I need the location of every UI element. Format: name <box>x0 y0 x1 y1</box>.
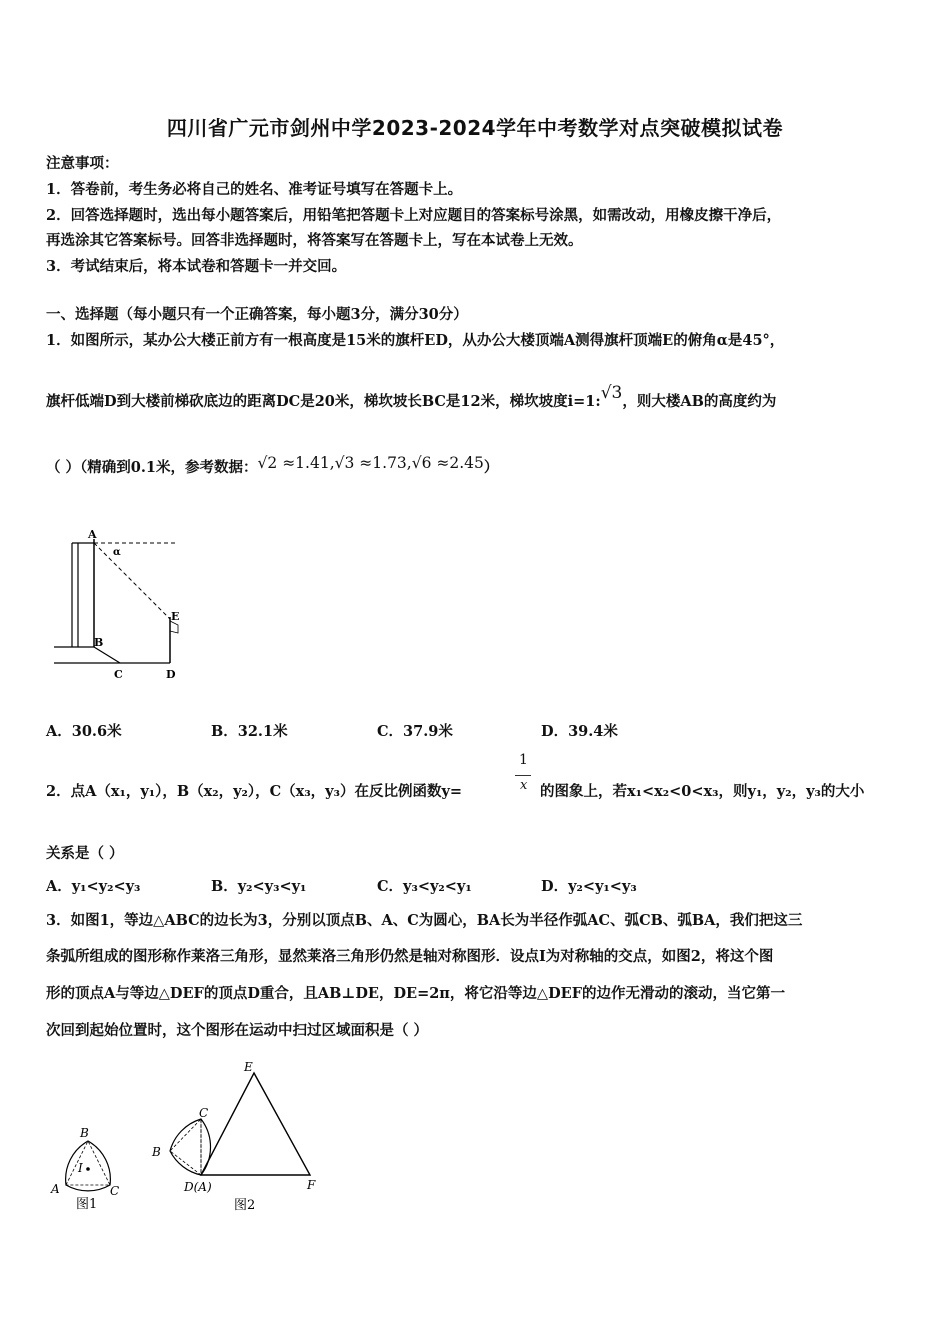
q1-label-alpha: α <box>113 547 121 558</box>
q3-fig1-label-C: C <box>110 1184 120 1198</box>
q3-line-2: 条弧所组成的图形称作莱洛三角形，显然莱洛三角形仍然是轴对称图形．设点I为对称轴的交点，如图2，将这个图 <box>46 948 774 965</box>
notice-item-2: 2．回答选择题时，选出每小题答案后，用铅笔把答题卡上对应题目的答案标号涂黑，如需改动，用橡皮擦干净后， <box>46 207 782 224</box>
q3-fig2-label-B: B <box>152 1145 161 1159</box>
q1-label-D: D <box>166 668 176 681</box>
notice-item-2-cont: 再选涂其它答案标号。回答非选择题时，将答案写在答题卡上，写在本试卷上无效。 <box>46 232 583 249</box>
q3-figures <box>46 1055 326 1217</box>
q2-option-a[interactable]: A．y₁<y₂<y₃ <box>46 878 141 895</box>
q1-label-B: B <box>94 636 104 649</box>
q1-option-a[interactable]: A．30.6米 <box>46 723 122 740</box>
q1-label-E: E <box>171 610 180 623</box>
q2-option-d[interactable]: D．y₂<y₁<y₃ <box>541 878 637 895</box>
q3-line-3: 形的顶点A与等边△DEF的顶点D重合，且AB⊥DE，DE=2π，将它沿等边△DEF的边作无滑动的滚动，当它第一 <box>46 985 785 1002</box>
q2-frac-num: 1 <box>519 752 528 768</box>
q3-figure-1 <box>50 1126 119 1212</box>
q3-fig2-caption: 图2 <box>234 1198 256 1213</box>
q3-fig1-label-I: I <box>78 1161 83 1175</box>
q3-fig2-label-F: F <box>307 1178 316 1192</box>
q3-fig2-label-E: E <box>244 1060 253 1074</box>
q1-figure <box>50 525 190 685</box>
q2-frac-den: x <box>520 778 528 793</box>
q1-label-A: A <box>88 528 97 541</box>
q2-line-1b: 的图象上，若x₁<x₂<0<x₃，则y₁，y₂，y₃的大小 <box>540 783 865 800</box>
q1-line-3 <box>46 456 498 477</box>
q1-line-3b: ） <box>483 459 499 476</box>
q2-option-c[interactable]: C．y₃<y₂<y₁ <box>377 878 472 895</box>
q2-line-1a: 2．点A（x₁，y₁），B（x₂，y₂），C（x₃，y₃）在反比例函数y= <box>46 783 463 800</box>
q1-option-c[interactable]: C．37.9米 <box>377 723 453 740</box>
q1-sqrt3: √3 <box>600 383 623 403</box>
q3-line-4: 次回到起始位置时，这个图形在运动中扫过区域面积是（ ） <box>46 1022 429 1039</box>
q3-fig2-label-C: C <box>199 1106 209 1120</box>
q1-option-d[interactable]: D．39.4米 <box>541 723 618 740</box>
q1-line-2b: ，则大楼AB的高度约为 <box>622 393 777 410</box>
q1-reference-data: √2 ≈1.41,√3 ≈1.73,√6 ≈2.45 <box>257 454 484 472</box>
page-title: 四川省广元市剑州中学2023-2024学年中考数学对点突破模拟试卷 <box>166 116 784 140</box>
q2-frac-bar <box>515 775 531 776</box>
q2-line-2: 关系是（ ） <box>46 845 124 862</box>
notice-heading: 注意事项： <box>46 155 119 172</box>
notice-item-1: 1．答卷前，考生务必将自己的姓名、准考证号填写在答题卡上。 <box>46 181 463 198</box>
q3-line-1: 3．如图1，等边△ABC的边长为3，分别以顶点B、A、C为圆心，BA长为半径作弧AC、弧CB、弧BA，我们把这三 <box>46 912 803 929</box>
q3-fig1-label-B: B <box>80 1126 89 1140</box>
q1-line-2 <box>46 383 777 411</box>
q1-line-1: 1．如图所示，某办公大楼正前方有一根高度是15米的旗杆ED，从办公大楼顶端A测得旗杆顶端E的俯角α是45°， <box>46 332 785 349</box>
q1-line-3a: （ ）（精确到0.1米，参考数据： <box>46 459 258 476</box>
q1-line-2a: 旗杆低端D到大楼前梯砍底边的距离DC是20米，梯坎坡长BC是12米，梯坎坡度i=1: <box>46 393 601 410</box>
notice-item-3: 3．考试结束后，将本试卷和答题卡一并交回。 <box>46 258 347 275</box>
q3-fig2-label-D: D(A) <box>184 1180 212 1194</box>
q3-fig1-label-A: A <box>51 1182 60 1196</box>
q1-option-b[interactable]: B．32.1米 <box>211 723 288 740</box>
q2-option-b[interactable]: B．y₂<y₃<y₁ <box>211 878 307 895</box>
q3-fig1-caption: 图1 <box>76 1197 98 1212</box>
q1-label-C: C <box>114 668 123 681</box>
q3-figure-2 <box>151 1060 316 1213</box>
section-heading: 一、选择题（每小题只有一个正确答案，每小题3分，满分30分） <box>46 306 468 323</box>
